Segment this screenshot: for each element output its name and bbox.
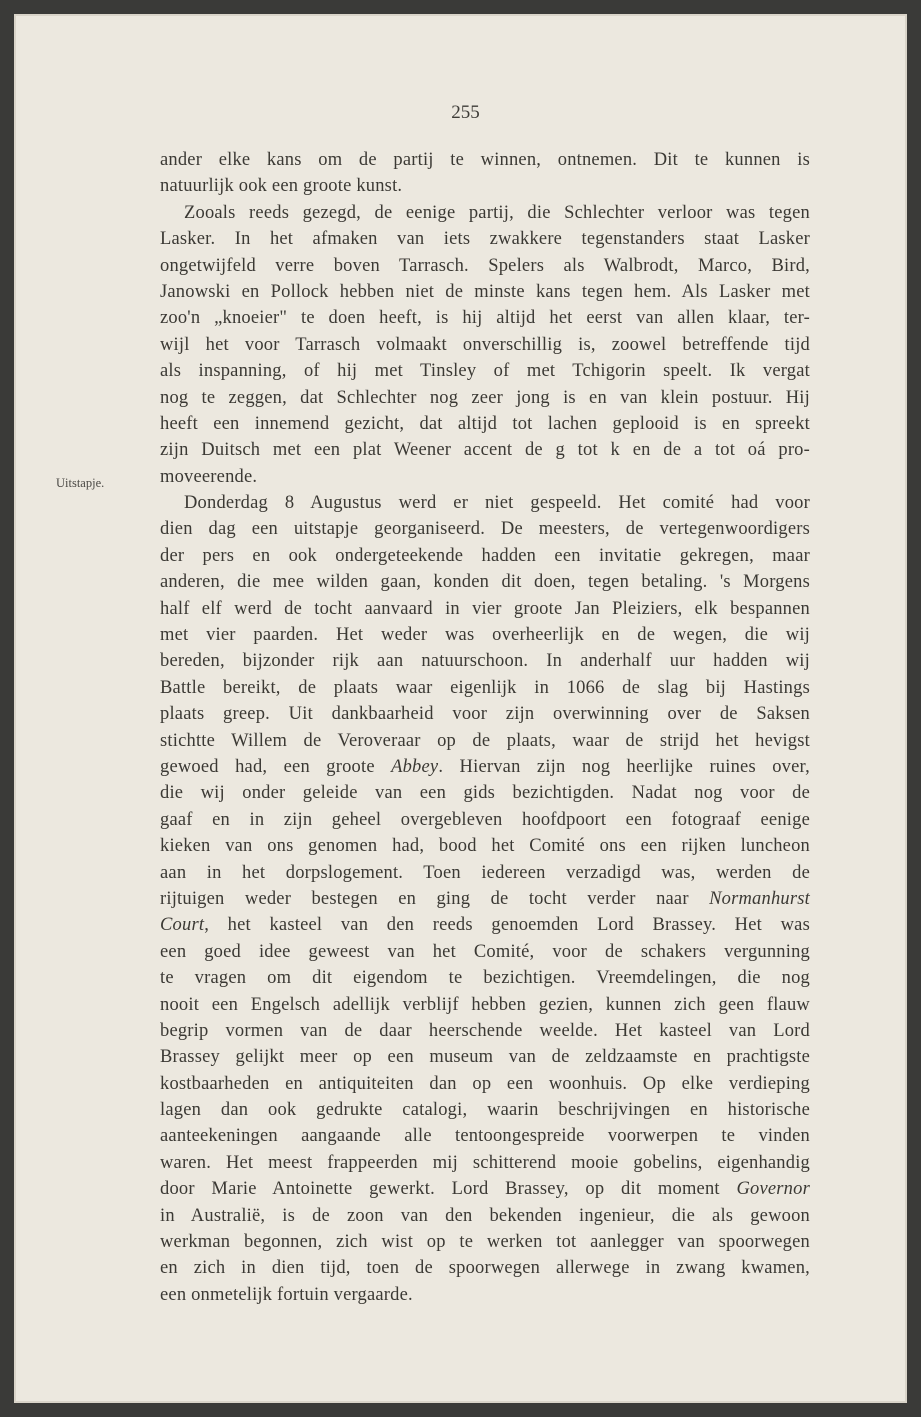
- text-line: met vier paarden. Het weder was overheerlijk en de wegen, die wij: [160, 625, 810, 646]
- text-line: die wij onder geleide van een gids bezichtigden. Nadat nog voor de: [160, 783, 810, 804]
- text-line: stichtte Willem de Veroveraar op de plaats, waar de strijd het hevigst: [160, 730, 810, 751]
- text-line: en zich in dien tijd, toen de spoorwegen allerwege in zwang kwamen,: [160, 1258, 810, 1279]
- book-page: [14, 14, 907, 1403]
- text-line: waren. Het meest frappeerden mij schitterend mooie gobelins, eigenhandig: [160, 1152, 810, 1173]
- text-line: begrip vormen van de daar heerschende weelde. Het kasteel van Lord: [160, 1020, 810, 1041]
- text-line: een goed idee geweest van het Comité, voor de schakers vergunning: [160, 941, 810, 962]
- text-line: een onmetelijk fortuin vergaarde.: [160, 1284, 413, 1305]
- text-line: aan in het dorpslogement. Toen iedereen verzadigd was, werden de: [160, 862, 810, 883]
- body-text: [160, 147, 810, 1308]
- text-line: nooit een Engelsch adellijk verblijf hebben gezien, kunnen zich geen flauw: [160, 994, 810, 1015]
- text-line: werkman begonnen, zich wist op te werken tot aanlegger van spoorwegen: [160, 1232, 810, 1253]
- text-line: moveerende.: [160, 466, 258, 487]
- text-line: ongetwijfeld verre boven Tarrasch. Spelers als Walbrodt, Marco, Bird,: [160, 255, 810, 276]
- text-line: Janowski en Pollock hebben niet de minste kans tegen hem. Als Lasker met: [160, 281, 810, 302]
- text-line: Zooals reeds gezegd, de eenige partij, die Schlechter verloor was tegen: [184, 202, 810, 223]
- text-line: Donderdag 8 Augustus werd er niet gespeeld. Het comité had voor: [184, 493, 810, 514]
- text-line: te vragen om dit eigendom te bezichtigen. Vreemdelingen, die nog: [160, 968, 810, 989]
- text-line: door Marie Antoinette gewerkt. Lord Brassey, op dit moment Governor: [160, 1179, 810, 1200]
- text-line: heeft een innemend gezicht, dat altijd tot lachen geplooid is en spreekt: [160, 413, 810, 434]
- text-line: natuurlijk ook een groote kunst.: [160, 176, 403, 197]
- text-line: zoo'n „knoeier" te doen heeft, is hij altijd het eerst van allen klaar, ter-: [160, 308, 810, 329]
- text-line: rijtuigen weder bestegen en ging de tocht verder naar Normanhurst: [160, 888, 810, 909]
- text-line: Lasker. In het afmaken van iets zwakkere tegenstanders staat Lasker: [160, 229, 810, 250]
- text-line-abbey: gewoed had, een groote Abbey. Hiervan zijn nog heerlijke ruines over,: [160, 756, 810, 777]
- text-line: ander elke kans om de partij te winnen, ontnemen. Dit te kunnen is: [160, 150, 810, 170]
- text-line: lagen dan ook gedrukte catalogi, waarin beschrijvingen en historische: [160, 1100, 810, 1121]
- text-line: der pers en ook ondergeteekende hadden een invitatie gekregen, maar: [160, 545, 810, 566]
- text-line: half elf werd de tocht aanvaard in vier groote Jan Pleiziers, elk bespannen: [160, 598, 810, 619]
- text-line: anderen, die mee wilden gaan, konden dit doen, tegen betaling. 's Morgens: [160, 572, 810, 593]
- text-line: zijn Duitsch met een plat Weener accent de g tot k en de a tot oá pro-: [160, 440, 810, 461]
- text-line: Brassey gelijkt meer op een museum van de zeldzaamste en prachtigste: [160, 1047, 810, 1068]
- text-line: Court, het kasteel van den reeds genoemden Lord Brassey. Het was: [160, 915, 810, 936]
- page-number: 255: [451, 102, 480, 123]
- text-line: gaaf en in zijn geheel overgebleven hoofdpoort een fotograaf eenige: [160, 809, 810, 830]
- text-line: bereden, bijzonder rijk aan natuurschoon. In anderhalf uur hadden wij: [160, 651, 810, 672]
- text-line: aanteekeningen aangaande alle tentoongespreide voorwerpen te vinden: [160, 1126, 810, 1147]
- text-line: nog te zeggen, dat Schlechter nog zeer jong is en van klein postuur. Hij: [160, 387, 810, 408]
- text-line: Battle bereikt, de plaats waar eigenlijk in 1066 de slag bij Hastings: [160, 677, 810, 698]
- text-line: in Australië, is de zoon van den bekenden ingenieur, die als gewoon: [160, 1205, 810, 1226]
- margin-note: Uitstapje.: [56, 476, 105, 490]
- text-line: plaats greep. Uit dankbaarheid voor zijn overwinning over de Saksen: [160, 704, 810, 725]
- text-line: wijl het voor Tarrasch volmaakt onverschillig is, zoowel betreffende tijd: [160, 334, 810, 355]
- text-line: als inspanning, of hij met Tinsley of met Tchigorin speelt. Ik vergat: [160, 361, 810, 382]
- text-line: kostbaarheden en antiquiteiten dan op een woonhuis. Op elke verdieping: [160, 1073, 810, 1094]
- text-line: kieken van ons genomen had, bood het Comité ons een rijken luncheon: [160, 836, 810, 857]
- text-line: dien dag een uitstapje georganiseerd. De meesters, de vertegenwoordigers: [160, 519, 810, 540]
